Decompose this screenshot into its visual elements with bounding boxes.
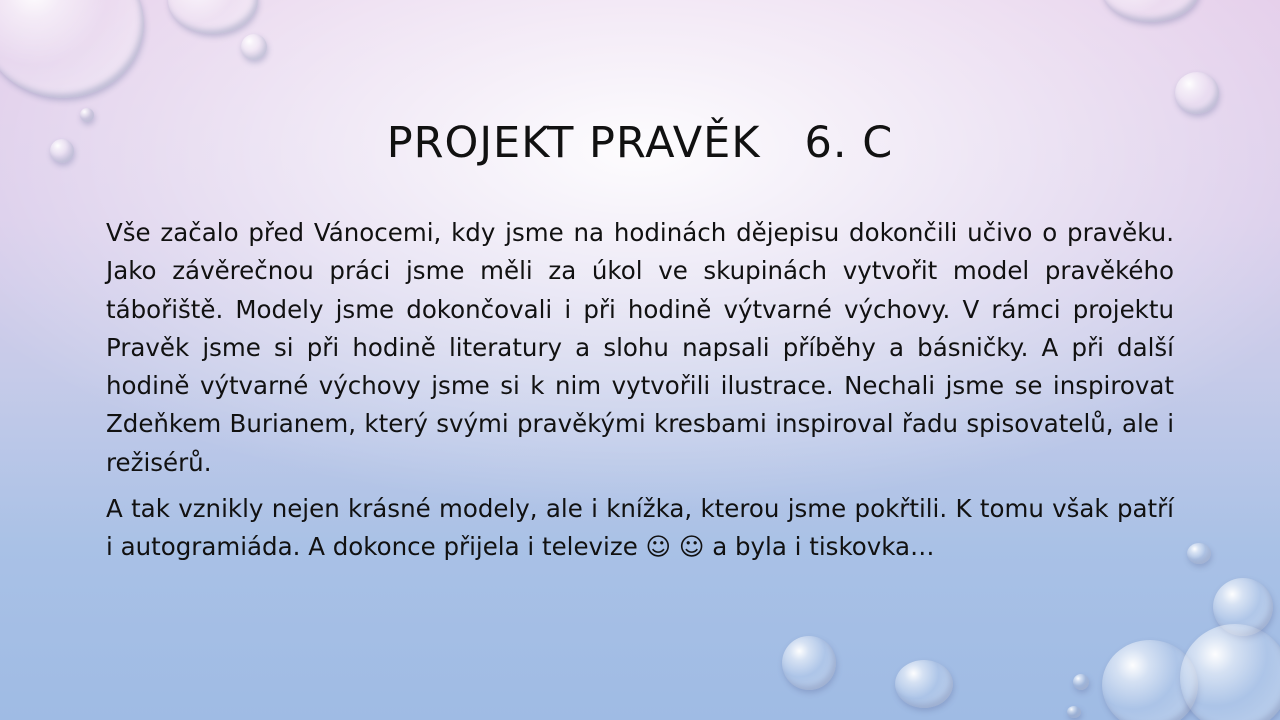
- water-droplet-icon: [0, 0, 144, 98]
- water-droplet-icon: [241, 34, 267, 60]
- water-droplet-icon: [1102, 0, 1200, 22]
- water-droplet-icon: [1073, 674, 1089, 690]
- water-droplet-icon: [1067, 706, 1081, 718]
- slide-title: PROJEKT PRAVĚK 6. C: [386, 118, 894, 168]
- water-droplet-icon: [1180, 624, 1280, 720]
- water-droplet-icon: [782, 636, 836, 690]
- water-droplet-icon: [168, 0, 258, 34]
- water-droplet-icon: [1187, 543, 1211, 564]
- water-droplet-icon: [895, 660, 953, 708]
- paragraph-1: Vše začalo před Vánocemi, kdy jsme na hodinách dějepisu dokončili učivo o pravěku. Jako závěrečnou práci jsme měli za úkol ve skupinách vytvořit model pravěkého tábořiště. Modely jsme dokončovali i při hodině výtvarné výchovy. V rámci projektu Pravěk jsme si při hodině literatury a slohu napsali příběhy a básničky. A při další hodině výtvarné výchovy jsme si k nim vytvořili ilustrace. Nechali jsme se inspirovat Zdeňkem Burianem, který svými pravěkými kresbami inspiroval řadu spisovatelů, ale i režisérů.: [106, 218, 1174, 477]
- water-droplet-icon: [1175, 72, 1219, 114]
- slide-body: [106, 214, 1174, 575]
- paragraph-2: A tak vznikly nejen krásné modely, ale i knížka, kterou jsme pokřtili. K tomu však patří i autogramiáda. A dokonce přijela i televize ☺ ☺ a byla i tiskovka…: [106, 494, 1174, 562]
